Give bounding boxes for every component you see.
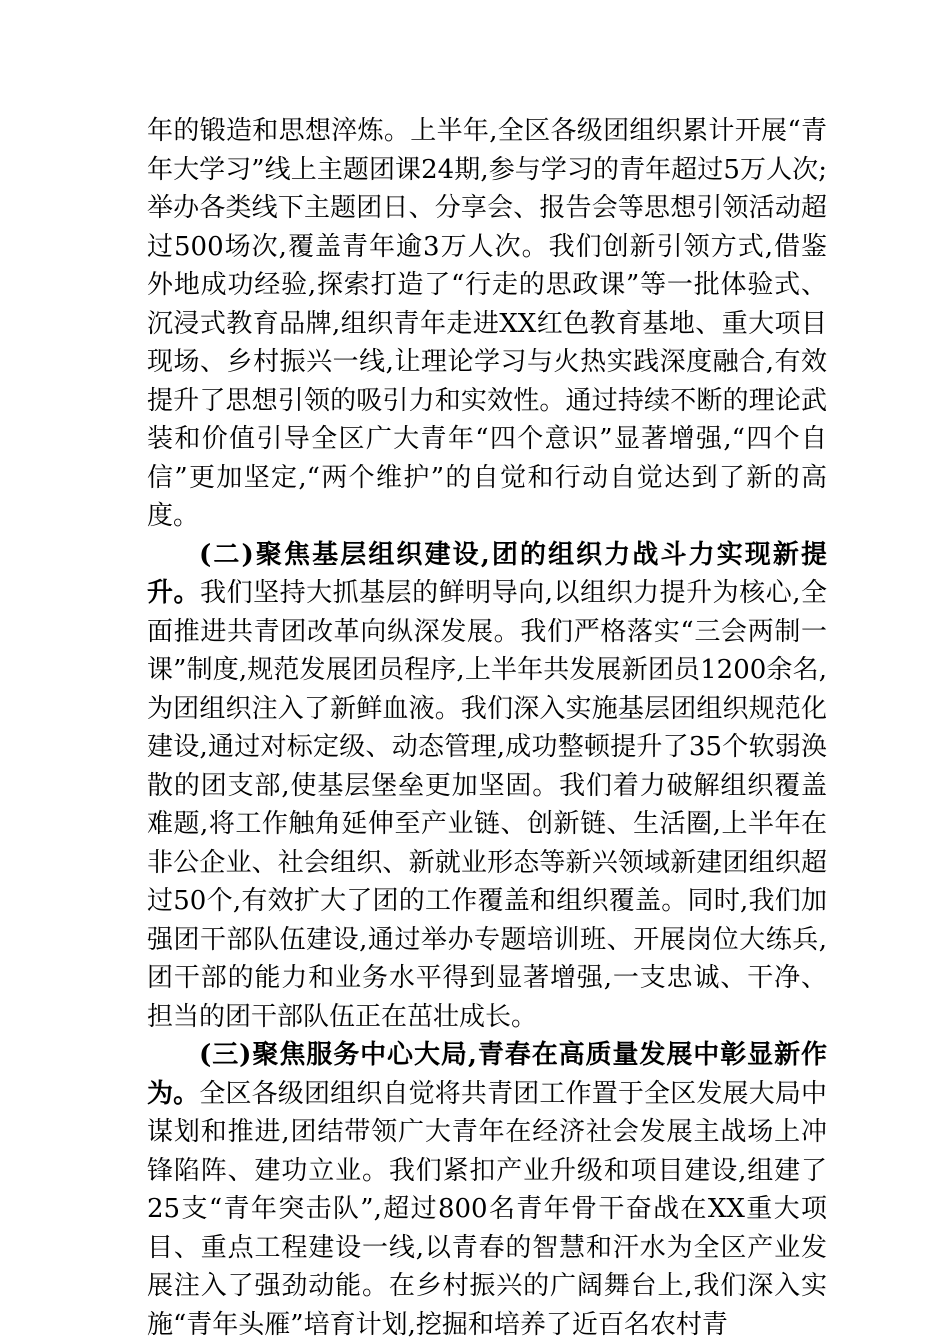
paragraph-2-text: 我们坚持大抓基层的鲜明导向,以组织力提升为核心,全面推进共青团改革向纵深发展。我们严格落实“三会两制一课”制度,规范发展团员程序,上半年共发展新团员1200余名,为团组织注入了新鲜血液。我们深入实施基层团组织规范化建设,通过对标定级、动态管理,成功整顿提升了35个软弱涣散的团支部,使基层堡垒更加坚固。我们着力破解组织覆盖难题,将工作触角延伸至产业链、创新链、生活圈,上半年在非公企业、社会组织、新就业形态等新兴领域新建团组织超过50个,有效扩大了团的工作覆盖和组织覆盖。同时,我们加强团干部队伍建设,通过举办专题培训班、开展岗位大练兵,团干部的能力和业务水平得到显著增强,一支忠诚、干净、担当的团干部队伍正在茁壮成长。 xyxy=(147,578,827,1032)
document-body xyxy=(147,112,827,1344)
paragraph-3-text: 全区各级团组织自觉将共青团工作置于全区发展大局中谋划和推进,团结带领广大青年在经济社会发展主战场上冲锋陷阵、建功立业。我们紧扣产业升级和项目建设,组建了25支“青年突击队”,超过800名青年骨干奋战在XX重大项目、重点工程建设一线,以青春的智慧和汗水为全区产业发展注入了强劲动能。在乡村振兴的广阔舞台上,我们深入实施“青年头雁”培育计划,挖掘和培养了近百名农村青 xyxy=(147,1078,827,1340)
section-heading-2: (二)聚焦基层组织建设,团的组织力战斗力实现新提升。 xyxy=(147,539,827,608)
paragraph-1-text: 年的锻造和思想淬炼。上半年,全区各级团组织累计开展“青年大学习”线上主题团课24期,参与学习的青年超过5万人次;举办各类线下主题团日、分享会、报告会等思想引领活动超过500场次,覆盖青年逾3万人次。我们创新引领方式,借鉴外地成功经验,探索打造了“行走的思政课”等一批体验式、沉浸式教育品牌,组织青年走进XX红色教育基地、重大项目现场、乡村振兴一线,让理论学习与火热实践深度融合,有效提升了思想引领的吸引力和实效性。通过持续不断的理论武装和价值引导全区广大青年“四个意识”显著增强,“四个自信”更加坚定,“两个维护”的自觉和行动自觉达到了新的高度。 xyxy=(147,116,827,531)
paragraph-3 xyxy=(147,1036,827,1344)
paragraph-1 xyxy=(147,112,827,536)
section-heading-3: (三)聚焦服务中心大局,青春在高质量发展中彰显新作为。 xyxy=(147,1040,827,1109)
paragraph-2 xyxy=(147,536,827,1037)
